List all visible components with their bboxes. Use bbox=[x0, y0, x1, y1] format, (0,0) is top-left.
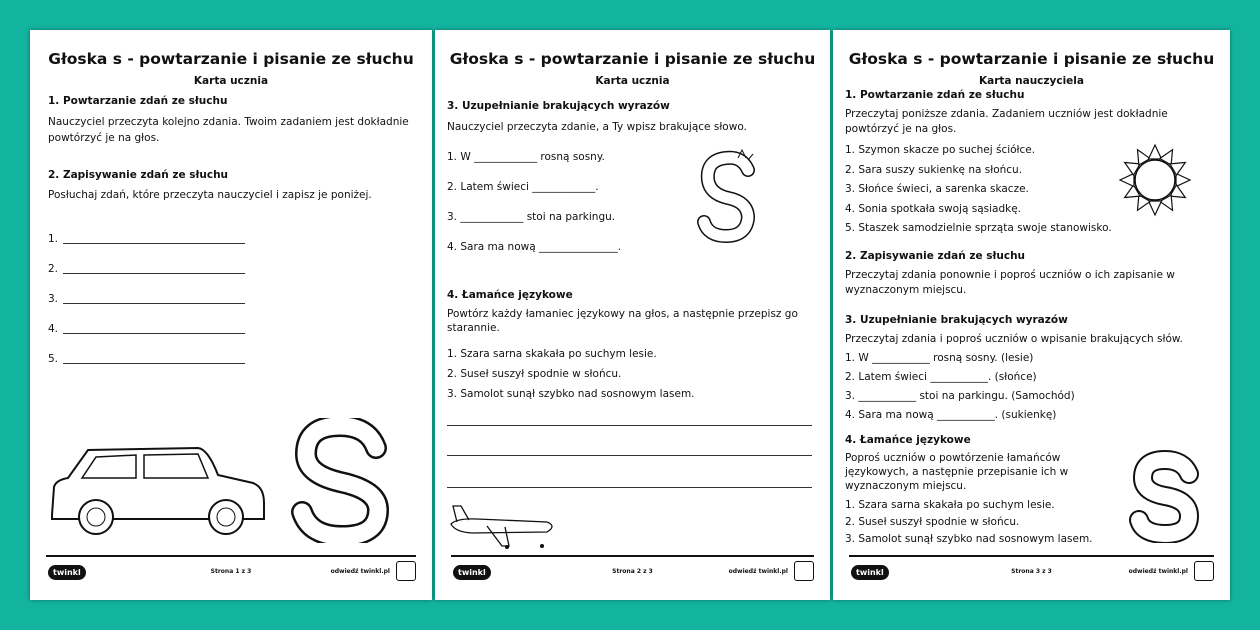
answer-line[interactable] bbox=[63, 333, 245, 334]
section-heading: 2. Zapisywanie zdań ze słuchu bbox=[48, 169, 229, 181]
footer bbox=[46, 555, 416, 577]
instruction: Poproś uczniów o powtórzenie łamańców językowych, a następnie przepisanie ich w wyznaczonym miejscu. bbox=[845, 452, 1069, 492]
sentence: 3. Słońce świeci, a sarenka skacze. bbox=[845, 183, 1029, 195]
site-link[interactable]: odwiedź twinkl.pl bbox=[1128, 568, 1188, 575]
section-heading: 1. Powtarzanie zdań ze słuchu bbox=[845, 89, 1025, 101]
tongue-twister: 2. Suseł suszył spodnie w słońcu. bbox=[447, 368, 622, 380]
footer bbox=[451, 555, 814, 577]
section-heading: 3. Uzupełnianie brakujących wyrazów bbox=[845, 314, 1068, 326]
section-heading: 3. Uzupełnianie brakujących wyrazów bbox=[447, 100, 670, 112]
answer-sentence: 3. ___________ stoi na parkingu. (Samochód) bbox=[845, 390, 1075, 402]
sun-illustration bbox=[1118, 143, 1192, 217]
section-heading: 1. Powtarzanie zdań ze słuchu bbox=[48, 95, 228, 107]
answer-line[interactable] bbox=[63, 303, 245, 304]
sun-ray bbox=[1148, 145, 1161, 159]
page-number: Strona 2 z 3 bbox=[612, 568, 653, 575]
footer bbox=[849, 555, 1214, 577]
instruction: Przeczytaj poniższe zdania. Zadaniem uczniów jest dokładnie powtórzyć je na głos. bbox=[845, 108, 1168, 135]
airplane-illustration bbox=[447, 502, 559, 552]
page-subtitle: Karta nauczyciela bbox=[978, 75, 1084, 87]
gap-sentence: 3. ____________ stoi na parkingu. bbox=[447, 211, 616, 223]
answer-line[interactable] bbox=[63, 243, 245, 244]
tongue-twister: 3. Samolot sunął szybko nad sosnowym lasem. bbox=[447, 388, 695, 400]
twinkl-logo: twinkl bbox=[851, 565, 889, 580]
worksheet-page-3 bbox=[833, 30, 1230, 600]
letter-s-outline bbox=[288, 418, 398, 543]
instruction: Przeczytaj zdania i poproś uczniów o wpisanie brakujących słów. bbox=[845, 333, 1183, 345]
letter-s-outline bbox=[1125, 448, 1205, 543]
page-title: Głoska s - powtarzanie i pisanie ze słuchu bbox=[48, 50, 414, 68]
page-subtitle: Karta ucznia bbox=[595, 75, 670, 87]
sun-ray bbox=[1148, 201, 1161, 215]
writing-line[interactable] bbox=[447, 455, 812, 456]
instruction: Nauczyciel przeczyta kolejno zdania. Twoim zadaniem jest dokładnie powtórzyć je na głos. bbox=[48, 116, 409, 144]
worksheet-page-2 bbox=[435, 30, 830, 600]
car-illustration bbox=[48, 445, 268, 537]
line-number: 3. bbox=[48, 293, 59, 305]
giraffe-letter-s-illustration bbox=[690, 148, 765, 243]
line-number: 2. bbox=[48, 263, 59, 275]
site-link[interactable]: odwiedź twinkl.pl bbox=[330, 568, 390, 575]
badge-icon bbox=[1194, 561, 1214, 581]
tongue-twister: 1. Szara sarna skakała po suchym lesie. bbox=[845, 499, 1055, 511]
sentence: 1. Szymon skacze po suchej ściółce. bbox=[845, 144, 1036, 156]
writing-line[interactable] bbox=[447, 487, 812, 488]
sun-ray bbox=[1176, 173, 1190, 186]
answer-sentence: 2. Latem świeci ___________. (słońce) bbox=[845, 371, 1037, 383]
instruction: Przeczytaj zdania ponownie i poproś uczniów o ich zapisanie w wyznaczonym miejscu. bbox=[845, 269, 1175, 296]
badge-icon bbox=[396, 561, 416, 581]
page-title: Głoska s - powtarzanie i pisanie ze słuchu bbox=[848, 50, 1215, 68]
gap-sentence: 4. Sara ma nową _______________. bbox=[447, 241, 622, 253]
section-heading: 2. Zapisywanie zdań ze słuchu bbox=[845, 250, 1026, 262]
instruction: Nauczyciel przeczyta zdanie, a Ty wpisz brakujące słowo. bbox=[447, 121, 747, 133]
section-heading: 4. Łamańce językowe bbox=[845, 434, 971, 446]
gap-sentence: 1. W ____________ rosną sosny. bbox=[447, 151, 605, 163]
tongue-twister: 3. Samolot sunął szybko nad sosnowym lasem. bbox=[845, 533, 1093, 545]
instruction: Posłuchaj zdań, które przeczyta nauczyciel i zapisz je poniżej. bbox=[48, 189, 372, 201]
gap-sentence: 2. Latem świeci ____________. bbox=[447, 181, 599, 193]
tongue-twister: 1. Szara sarna skakała po suchym lesie. bbox=[447, 348, 657, 360]
answer-line[interactable] bbox=[63, 363, 245, 364]
badge-icon bbox=[794, 561, 814, 581]
writing-line[interactable] bbox=[447, 425, 812, 426]
worksheet-page-1 bbox=[30, 30, 432, 600]
page-title: Głoska s - powtarzanie i pisanie ze słuchu bbox=[449, 50, 816, 68]
tongue-twister: 2. Suseł suszył spodnie w słońcu. bbox=[845, 516, 1020, 528]
answer-sentence: 4. Sara ma nową ___________. (sukienkę) bbox=[845, 409, 1057, 421]
sentence: 5. Staszek samodzielnie sprząta swoje stanowisko. bbox=[845, 222, 1112, 234]
instruction: Powtórz każdy łamaniec językowy na głos, a następnie przepisz go starannie. bbox=[447, 308, 798, 334]
sentence: 2. Sara suszy sukienkę na słońcu. bbox=[845, 164, 1023, 176]
site-link[interactable]: odwiedź twinkl.pl bbox=[728, 568, 788, 575]
sentence: 4. Sonia spotkała swoją sąsiadkę. bbox=[845, 203, 1021, 215]
page-subtitle: Karta ucznia bbox=[193, 75, 269, 87]
line-number: 5. bbox=[48, 353, 59, 365]
page-number: Strona 3 z 3 bbox=[1011, 568, 1052, 575]
answer-line[interactable] bbox=[63, 273, 245, 274]
answer-sentence: 1. W ___________ rosną sosny. (lesie) bbox=[845, 352, 1034, 364]
twinkl-logo: twinkl bbox=[453, 565, 491, 580]
twinkl-logo: twinkl bbox=[48, 565, 86, 580]
section-heading: 4. Łamańce językowe bbox=[447, 289, 573, 301]
line-number: 1. bbox=[48, 233, 59, 245]
line-number: 4. bbox=[48, 323, 59, 335]
sun-ray bbox=[1120, 173, 1134, 186]
page-number: Strona 1 z 3 bbox=[210, 568, 252, 575]
